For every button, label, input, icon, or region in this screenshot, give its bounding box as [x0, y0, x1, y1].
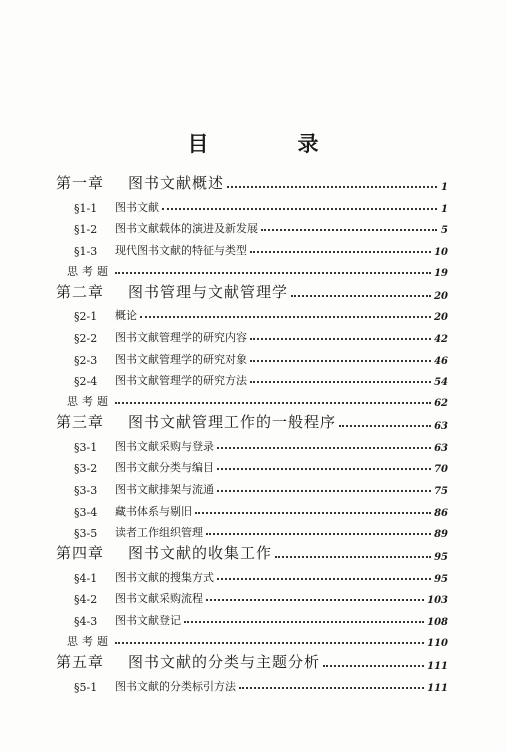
toc-page-number: 95 [434, 573, 448, 585]
toc-entry-title: 藏书体系与剔旧 [115, 504, 192, 518]
toc-section-number: §3-3 [74, 483, 98, 497]
toc-page-number: 75 [434, 485, 448, 497]
toc-page-number: 20 [434, 312, 448, 324]
dot-leader [115, 272, 431, 274]
toc-entry-title: 图书文献采购流程 [115, 592, 203, 606]
toc-section-number: §1-1 [74, 201, 98, 215]
toc-section-row [56, 432, 448, 454]
toc-entry-title: 图书文献管理学的研究内容 [115, 330, 247, 344]
toc-chapter-row [56, 279, 448, 302]
toc-entry-title: 图书文献管理学的研究对象 [115, 352, 247, 366]
dot-leader [261, 229, 437, 231]
toc-section-row [56, 323, 448, 345]
dot-leader [162, 208, 437, 210]
toc-page-number: 42 [434, 333, 448, 345]
toc-entry-title: 图书文献排架与流通 [115, 482, 214, 496]
dot-leader [217, 578, 431, 580]
toc-section-row [56, 454, 448, 476]
toc-section-number: §2-3 [74, 353, 98, 367]
toc-page-number: 5 [441, 225, 448, 237]
toc-section-number: §3-2 [74, 462, 98, 476]
toc-page-number: 70 [434, 464, 448, 476]
toc-entry-title: 图书文献的分类与主题分析 [128, 652, 321, 671]
toc-section-row [56, 367, 448, 389]
toc-page-number: 63 [434, 442, 448, 454]
toc-chapter-row [56, 540, 448, 563]
dot-leader [239, 687, 424, 689]
toc-page-number: 111 [427, 660, 448, 672]
toc-exercise-row [56, 628, 448, 649]
toc-section-number: §5-1 [74, 680, 98, 694]
toc-chapter-number: 第五章 [56, 652, 105, 671]
toc-chapter-row [56, 649, 448, 672]
toc-entry-title: 图书文献 [115, 200, 159, 214]
toc-entry-title: 图书文献采购与登录 [115, 439, 214, 453]
toc-entry-title: 概论 [115, 309, 137, 323]
toc-chapter-row [56, 170, 448, 193]
toc-section-number: §2-1 [74, 310, 98, 324]
dot-leader [206, 533, 431, 535]
toc-section-row [56, 606, 448, 628]
toc-section-row [56, 475, 448, 497]
toc-page-number: 62 [434, 398, 448, 410]
toc-page-number: 1 [441, 203, 448, 215]
toc-entry-title: 图书文献管理工作的一般程序 [128, 413, 337, 432]
toc-section-number: §3-4 [74, 505, 98, 519]
toc-section-row [56, 672, 448, 694]
dot-leader [250, 381, 431, 383]
dot-leader [275, 556, 431, 558]
toc-section-row [56, 302, 448, 324]
dot-leader [227, 186, 437, 188]
toc-section-number: §1-2 [74, 223, 98, 237]
dot-leader [217, 447, 431, 449]
toc-entry-title: 图书文献概述 [128, 174, 225, 192]
toc-page-number: 10 [434, 246, 448, 258]
toc-entry-title: 现代图书文献的特征与类型 [115, 243, 247, 257]
dot-leader [140, 316, 431, 318]
toc-section-row [56, 497, 448, 519]
toc-page-number: 46 [434, 355, 448, 367]
toc-page-number: 19 [434, 267, 448, 279]
toc-section-number: §4-3 [74, 614, 98, 628]
toc-section-number: §2-2 [74, 331, 98, 345]
dot-leader [339, 425, 431, 427]
dot-leader [323, 665, 424, 667]
toc-entry-title: 读者工作组织管理 [115, 526, 203, 540]
toc-page-number: 95 [434, 552, 448, 564]
dot-leader [217, 468, 431, 470]
toc-section-row [56, 345, 448, 367]
dot-leader [184, 621, 424, 623]
toc-entry-title: 图书文献登记 [115, 613, 181, 627]
toc-entry-title: 图书文献的搜集方式 [115, 570, 214, 584]
toc-entry-title: 图书文献管理学的研究方法 [115, 374, 247, 388]
toc-page-number: 63 [434, 421, 448, 433]
toc-section-row [56, 585, 448, 607]
toc-section-number: §4-1 [74, 571, 98, 585]
toc-entry-title: 图书管理与文献管理学 [128, 282, 289, 301]
toc-exercise-row [56, 388, 448, 409]
dot-leader [115, 642, 424, 644]
dot-leader [291, 295, 431, 297]
toc-page-number: 108 [427, 616, 448, 628]
toc-exercise-label: 思考题 [67, 634, 112, 648]
toc-page-number: 86 [434, 507, 448, 519]
toc-chapter-row [56, 409, 448, 432]
dot-leader [250, 360, 431, 362]
toc-exercise-row [56, 258, 448, 279]
dot-leader [250, 338, 431, 340]
toc-section-row [56, 519, 448, 541]
dot-leader [217, 490, 431, 492]
toc-section-number: §4-2 [74, 593, 98, 607]
toc-page-number: 54 [434, 377, 448, 389]
toc-page-number: 20 [434, 290, 448, 302]
toc-exercise-label: 思考题 [67, 264, 112, 278]
dot-leader [195, 512, 431, 514]
dot-leader [250, 251, 431, 253]
toc-page-number: 110 [427, 637, 448, 649]
dot-leader [206, 599, 424, 601]
toc-page-number: 103 [427, 595, 448, 607]
toc-page-number: 1 [441, 182, 448, 193]
dot-leader [115, 402, 431, 404]
toc-section-row [56, 563, 448, 585]
table-of-contents [56, 170, 448, 694]
toc-section-row [56, 215, 448, 237]
toc-section-row [56, 236, 448, 258]
toc-chapter-number: 第一章 [56, 174, 105, 192]
toc-entry-title: 图书文献载体的演进及新发展 [115, 222, 258, 236]
toc-chapter-number: 第二章 [56, 282, 105, 301]
toc-page-number: 89 [434, 529, 448, 541]
toc-entry-title: 图书文献分类与编目 [115, 461, 214, 475]
toc-section-row [56, 193, 448, 215]
toc-chapter-number: 第四章 [56, 544, 105, 563]
toc-exercise-label: 思考题 [67, 395, 112, 409]
toc-section-number: §1-3 [74, 244, 98, 258]
toc-section-number: §3-5 [74, 527, 98, 541]
toc-entry-title: 图书文献的收集工作 [128, 544, 273, 563]
toc-page-number: 111 [427, 682, 448, 694]
page-title: 目 录 [187, 131, 353, 156]
toc-section-number: §2-4 [74, 375, 98, 389]
toc-chapter-number: 第三章 [56, 413, 105, 432]
toc-section-number: §3-1 [74, 440, 98, 454]
toc-entry-title: 图书文献的分类标引方法 [115, 679, 236, 693]
